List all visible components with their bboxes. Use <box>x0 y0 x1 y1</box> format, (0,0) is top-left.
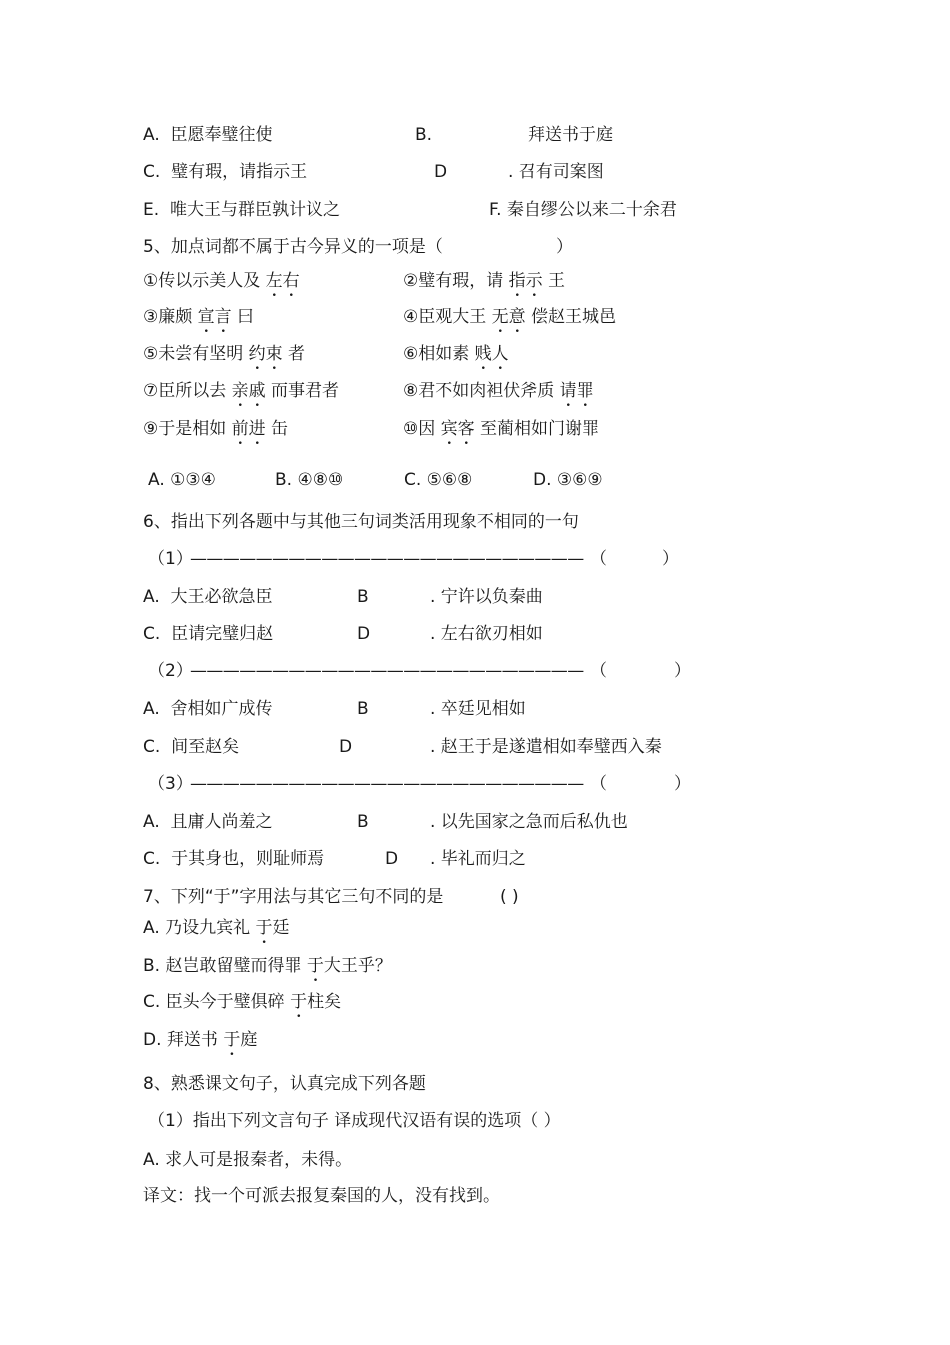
dotted-word: 指示 <box>508 271 543 291</box>
q6-2-option-d-label: D <box>339 737 353 757</box>
q5-item-8: ⑧君不如肉袒伏斧质 请罪 <box>403 381 594 401</box>
q6-group-2-blank: ———————————————————————— <box>190 661 584 681</box>
q7-option-a: A. 乃设九宾礼 于廷 <box>143 918 290 938</box>
q5-stem-end: ） <box>556 237 573 257</box>
q7-option-d: D. 拜送书 于庭 <box>143 1030 258 1050</box>
q6-3-option-b-label: B <box>357 812 369 832</box>
q6-stem: 6、指出下列各题中与其他三句词类活用现象不相同的一句 <box>143 512 579 532</box>
q6-group-1-paren-open: （ <box>590 549 607 569</box>
q5-item-1: ①传以示美人及 左右 <box>143 271 300 291</box>
q6-group-2-paren-close: ） <box>674 661 691 681</box>
q6-1-option-d-text: . 左右欲刃相如 <box>430 624 543 644</box>
q4-option-b-text: 拜送书于庭 <box>528 125 613 145</box>
q8-stem: 8、熟悉课文句子，认真完成下列各题 <box>143 1074 426 1094</box>
q6-group-3-number: （3） <box>148 774 193 794</box>
dotted-word: 左右 <box>265 271 300 291</box>
q6-group-1-blank: ———————————————————————— <box>190 549 584 569</box>
q4-option-a: A. 臣愿奉璧往使 <box>143 125 273 145</box>
q6-1-option-c: C. 臣请完璧归赵 <box>143 624 274 644</box>
q6-1-option-b-text: . 宁许以负秦曲 <box>430 587 543 607</box>
q4-option-f: F. 秦自缪公以来二十余君 <box>489 200 677 220</box>
dotted-word: 贱人 <box>474 344 509 364</box>
q6-2-option-a: A. 舍相如广成传 <box>143 699 273 719</box>
q6-group-2-paren-open: （ <box>590 661 607 681</box>
q6-group-3-blank: ———————————————————————— <box>190 774 584 794</box>
q4-option-c: C. 璧有瑕，请指示王 <box>143 162 308 182</box>
dotted-word: 于 <box>255 918 273 938</box>
q6-group-3-paren-close: ） <box>674 774 691 794</box>
q7-stem: 7、下列“于”字用法与其它三句不同的是 <box>143 887 444 907</box>
dotted-word: 约束 <box>248 344 283 364</box>
dotted-word: 请罪 <box>559 381 594 401</box>
dotted-word: 于 <box>306 956 324 976</box>
q5-item-4: ④臣观大王 无意 偿赵王城邑 <box>403 307 617 327</box>
dotted-word: 无意 <box>491 307 526 327</box>
dotted-word: 亲戚 <box>231 381 266 401</box>
q6-3-option-c: C. 于其身也，则耻师焉 <box>143 849 325 869</box>
q4-option-d-label: D <box>434 162 448 182</box>
q6-3-option-b-text: . 以先国家之急而后私仇也 <box>430 812 628 832</box>
q5-item-3: ③廉颇 宣言 曰 <box>143 307 255 327</box>
dotted-word: 于 <box>290 992 308 1012</box>
q6-group-2-number: （2） <box>148 661 193 681</box>
q5-item-9: ⑨于是相如 前进 缶 <box>143 419 289 439</box>
q5-item-7: ⑦臣所以去 亲戚 而事君者 <box>143 381 340 401</box>
q6-3-option-a: A. 且庸人尚羞之 <box>143 812 273 832</box>
dotted-word: 于 <box>223 1030 241 1050</box>
q5-answer-d: D. ③⑥⑨ <box>533 470 603 490</box>
q7-option-c: C. 臣头今于璧俱碎 于柱矣 <box>143 992 342 1012</box>
q6-1-option-a: A. 大王必欲急臣 <box>143 587 273 607</box>
q8-option-a-translation: 译文：找一个可派去报复秦国的人，没有找到。 <box>143 1186 500 1206</box>
q6-3-option-d-label: D <box>385 849 399 869</box>
dotted-word: 宾客 <box>440 419 475 439</box>
q7-answer-paren: ( ) <box>500 887 519 907</box>
q6-2-option-d-text: . 赵王于是遂遣相如奉璧西入秦 <box>430 737 662 757</box>
q6-2-option-c: C. 间至赵矣 <box>143 737 240 757</box>
q5-item-6: ⑥相如素 贱人 <box>403 344 509 364</box>
q5-item-10: ⑩因 宾客 至蔺相如门谢罪 <box>403 419 600 439</box>
q7-option-b: B. 赵岂敢留璧而得罪 于大王乎？ <box>143 956 392 976</box>
dotted-word: 宣言 <box>197 307 232 327</box>
q4-option-d-text: . 召有司案图 <box>508 162 604 182</box>
q5-answer-a: A. ①③④ <box>148 470 216 490</box>
q5-item-5: ⑤未尝有坚明 约束 者 <box>143 344 306 364</box>
q6-1-option-b-label: B <box>357 587 369 607</box>
q6-2-option-b-text: . 卒廷见相如 <box>430 699 526 719</box>
q5-item-2: ②璧有瑕，请 指示 王 <box>403 271 566 291</box>
q6-group-1-paren-close: ） <box>662 549 679 569</box>
q5-answer-c: C. ⑤⑥⑧ <box>404 470 473 490</box>
q6-group-1-number: （1） <box>148 549 193 569</box>
q4-option-e: E. 唯大王与群臣孰计议之 <box>143 200 340 220</box>
q6-2-option-b-label: B <box>357 699 369 719</box>
q5-stem: 5、加点词都不属于古今异义的一项是（ <box>143 237 443 257</box>
q4-option-b-label: B. <box>415 125 433 145</box>
dotted-word: 前进 <box>231 419 266 439</box>
q8-subquestion-1: （1）指出下列文言句子 译成现代汉语有误的选项（ ） <box>148 1111 561 1131</box>
q6-group-3-paren-open: （ <box>590 774 607 794</box>
q5-answer-b: B. ④⑧⑩ <box>275 470 344 490</box>
q6-3-option-d-text: . 毕礼而归之 <box>430 849 526 869</box>
q8-option-a: A. 求人可是报秦者，未得。 <box>143 1150 353 1170</box>
q6-1-option-d-label: D <box>357 624 371 644</box>
